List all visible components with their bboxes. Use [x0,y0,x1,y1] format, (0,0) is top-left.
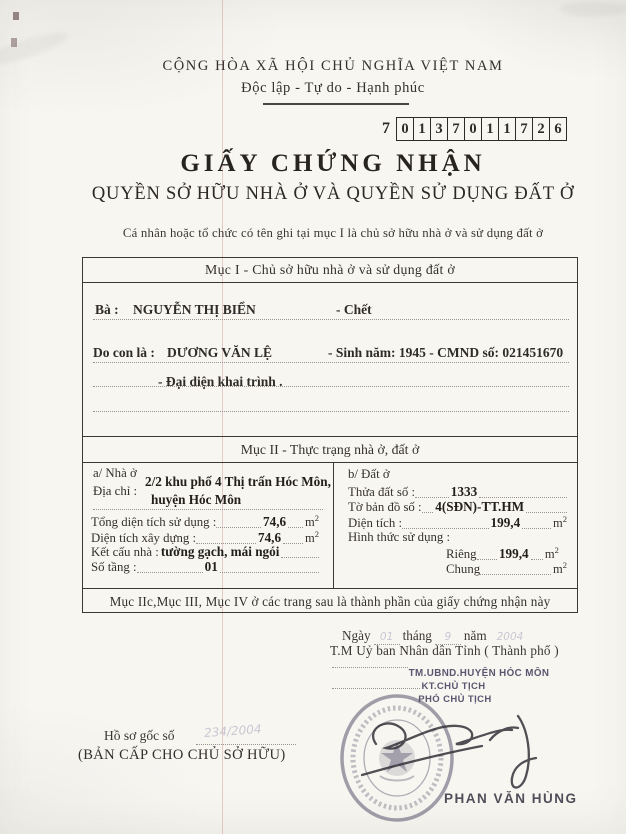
dossier-number-label: Hồ sơ gốc số [104,728,175,743]
section1-content [83,283,577,436]
dotted-leader [480,571,551,575]
owner-name: NGUYỄN THỊ BIỂN [133,302,256,317]
serial-digit: 6 [554,120,562,137]
dotted-leader [526,509,567,513]
stamp-authority-line: TM.UBND.HUYỆN HÓC MÔN [408,668,550,679]
usage-label: Hình thức sử dụng : [348,530,451,544]
motto-underline [263,103,409,105]
dotted-leader [402,525,488,529]
private-label: Riêng [446,547,477,562]
empty-dotted-row [93,390,569,412]
serial-cells [396,117,567,141]
parcel-label: Thửa đất số : [348,485,415,499]
parcel-row [348,484,567,500]
signer-name: PHAN VĂN HÙNG [444,791,578,806]
total-area-value: 74,6 [263,514,287,530]
floors-label: Số tầng : [91,560,137,574]
map-row [348,499,567,515]
shared-use-row [446,560,567,577]
built-area-label: Diện tích xây dựng : [91,531,197,546]
dotted-leader [522,525,551,529]
serial-digit: 0 [465,118,482,140]
structure-row [91,544,319,560]
serial-digit: 1 [414,118,431,140]
dotted-leader [422,509,434,513]
owner-status: - Chết [336,302,372,317]
unit-m2: $m^2$ [553,560,567,577]
map-value: 4(SĐN)-TT.HM [435,499,525,514]
section1-header: Mục I - Chủ sở hữu nhà ở và sử dụng đất ở [83,258,577,283]
dotted-segment [332,688,420,689]
dotted-segment [332,667,408,668]
date-day-label: Ngày [342,628,371,643]
stamp-deputy-line: PHÓ CHỦ TỊCH [418,694,492,705]
authority-line: T.M Uỷ ban Nhân dân Tỉnh ( Thành phố ) [330,643,559,658]
heir-info: - Sinh năm: 1945 - CMND số: 021451670 [328,345,564,360]
national-motto-line2: Độc lập - Tự do - Hạnh phúc [241,80,425,96]
dotted-leader [281,554,319,558]
serial-digit: 3 [431,118,448,140]
dotted-leader [137,569,203,573]
handwritten-month: 9 [444,631,452,643]
shared-label: Chung [446,562,481,577]
signature-mark [340,700,600,800]
dotted-leader [220,569,319,573]
owner-row [93,297,569,320]
house-title: a/ Nhà ở [93,466,137,480]
stamp-title-line: KT.CHỦ TỊCH [421,681,486,692]
land-area-label: Diện tích : [348,516,403,531]
unit-m2: $m^2$ [305,529,320,546]
floors-value: 01 [204,559,218,574]
scan-smudge [560,2,626,16]
address-value-line1: 2/2 khu phố 4 Thị trấn Hóc Môn, [145,474,331,489]
serial-digit: 1 [499,118,516,140]
section2-columns [83,463,577,588]
land-area-row [348,514,567,531]
map-label: Tờ bản đồ số : [348,500,422,514]
unit-m2: $m^2$ [305,513,319,530]
land-title: b/ Đất ở [348,467,390,481]
serial-digit: 0 [397,118,414,140]
scan-mark [13,12,19,20]
floors-row [91,559,319,575]
date-year-label: năm [463,628,487,643]
serial-prefix: 7 [382,120,390,137]
national-motto-line1: CỘNG HÒA XÃ HỘI CHỦ NGHĨA VIỆT NAM [162,58,504,74]
structure-value: tường gạch, mái ngói [160,544,280,559]
built-area-value: 74,6 [257,530,282,546]
serial-digit: 1 [482,118,499,140]
owner-label: Bà : [95,302,119,317]
heir-name: DƯƠNG VĂN LỆ [167,345,273,360]
handwritten-day: 01 [379,631,394,643]
intro-note: Cá nhân hoặc tổ chức có tên ghi tại mục I là chủ sở hữu nhà ở và sử dụng đất ở [122,226,544,240]
document-title: GIẤY CHỨNG NHẬN [180,150,486,177]
heir-row [93,340,569,363]
heir-label: Do con là : [93,345,155,360]
unit-m2: $m^2$ [553,514,567,531]
serial-digit: 7 [516,118,533,140]
representative-row [93,365,569,387]
date-month-label: tháng [402,628,432,643]
total-area-label: Tổng diện tích sử dụng : [91,515,217,530]
dotted-leader [479,494,567,498]
address-label: Địa chỉ : [93,484,138,498]
dotted-leader [288,524,303,528]
representative-note: - Đại diện khai trình . [158,374,283,389]
owner-copy-note: (BẢN CẤP CHO CHỦ SỞ HỮU) [78,747,286,763]
land-area-value: 199,4 [490,515,521,531]
section2-header: Mục II - Thực trạng nhà ở, đất ở [83,436,577,463]
handwritten-dossier-number: 234/2004 [203,722,262,740]
land-column [334,463,577,588]
dotted-leader [216,524,261,528]
table-footer-note: Mục IIc,Mục III, Mục IV ở các trang sau là thành phần của giấy chứng nhận này [83,588,577,615]
total-area-row [91,513,319,530]
serial-number [382,117,567,141]
private-value: 199,4 [498,546,529,562]
unit-m2: $m^2$ [544,545,559,562]
structure-label: Kết cấu nhà : [91,545,159,559]
document-subtitle: QUYỀN SỞ HỮU NHÀ Ở VÀ QUYỀN SỬ DỤNG ĐẤT Ở [91,184,575,204]
serial-digit: 2 [533,118,550,140]
serial-digit: 7 [448,118,465,140]
house-column [83,463,334,588]
certificate-table [82,257,578,613]
address-block [93,463,331,510]
parcel-value: 1333 [450,484,478,499]
address-value-line2: huyện Hóc Môn [151,492,242,507]
dossier-dotted-blank [196,744,296,745]
handwritten-year: 2004 [496,631,524,643]
dotted-leader [415,494,449,498]
